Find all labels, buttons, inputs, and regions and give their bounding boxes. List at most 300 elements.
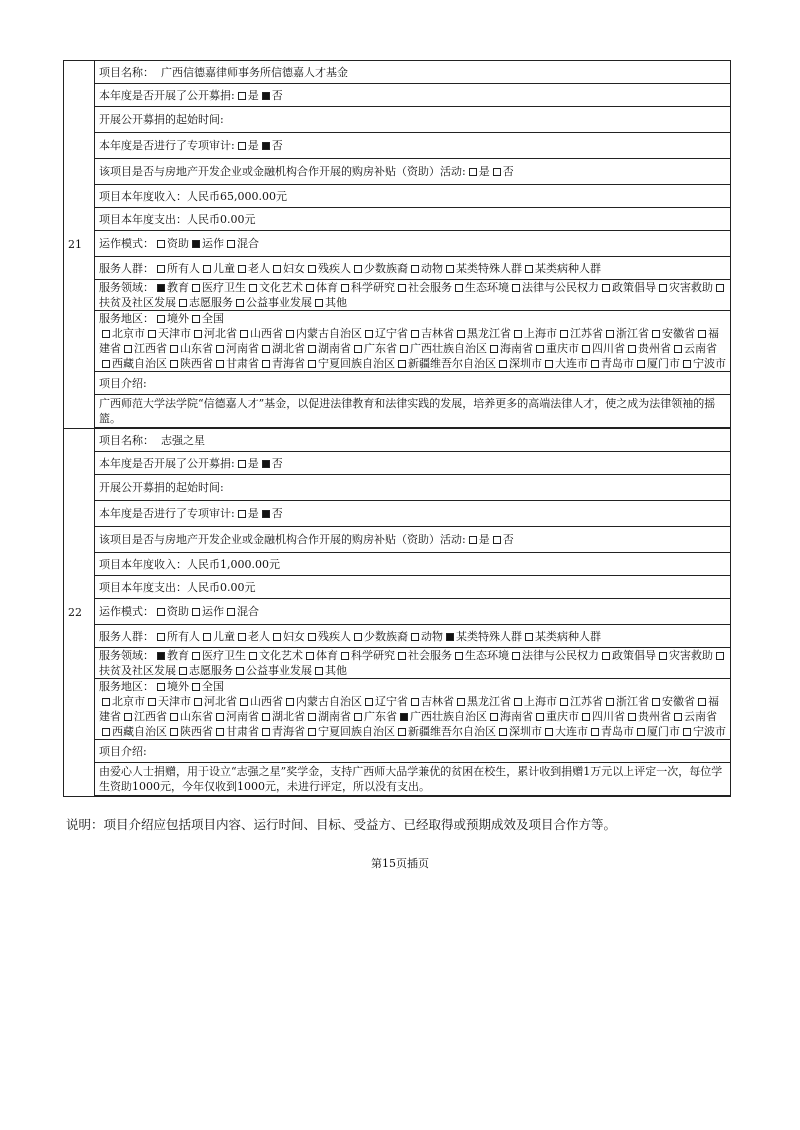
expense-value: 人民币0.00元 — [187, 212, 256, 226]
mode-option-checkbox[interactable] — [157, 240, 165, 248]
mode-option-checkbox[interactable] — [227, 608, 235, 616]
region-option-checkbox[interactable] — [637, 360, 645, 368]
region-option-checkbox[interactable] — [560, 698, 568, 706]
region-option-checkbox[interactable] — [124, 345, 132, 353]
field-option-label: 其他 — [325, 664, 347, 677]
field-option-label: 科学研究 — [351, 649, 395, 662]
region-option-checkbox[interactable] — [398, 728, 406, 736]
region-option-checkbox[interactable] — [354, 713, 362, 721]
region-scope-option-label: 全国 — [202, 312, 224, 325]
crowd-option-checkbox[interactable] — [354, 265, 362, 273]
region-option-label: 厦门市 — [647, 725, 680, 738]
crowd-option-checkbox[interactable] — [273, 265, 281, 273]
region-option-checkbox[interactable] — [545, 360, 553, 368]
region-option-checkbox[interactable] — [216, 360, 224, 368]
region-option-label: 云南省 — [684, 342, 717, 355]
region-option-label: 吉林省 — [421, 327, 454, 340]
region-option-checkbox[interactable] — [308, 345, 316, 353]
crowd-option-checkbox[interactable] — [273, 633, 281, 641]
region-option-checkbox[interactable] — [628, 713, 636, 721]
field-option-label: 医疗卫生 — [202, 649, 246, 662]
crowd-option-checkbox[interactable] — [446, 265, 454, 273]
region-option-checkbox[interactable] — [582, 713, 590, 721]
field-option-label: 文化艺术 — [259, 281, 303, 294]
field-option-checkbox[interactable] — [192, 284, 200, 292]
region-option-label: 山东省 — [180, 342, 213, 355]
region-option-label: 辽宁省 — [375, 327, 408, 340]
region-option-label: 黑龙江省 — [467, 327, 511, 340]
region-option-label: 黑龙江省 — [467, 695, 511, 708]
fundraising-no-label: 否 — [271, 88, 283, 102]
field-option-label: 政策倡导 — [612, 649, 656, 662]
region-option-label: 大连市 — [555, 725, 588, 738]
fundraising-yes-label: 是 — [247, 456, 259, 470]
field-option-label: 医疗卫生 — [202, 281, 246, 294]
region-option-checkbox[interactable] — [102, 330, 110, 338]
region-option-checkbox[interactable] — [698, 698, 706, 706]
crowd-option-label: 某类病种人群 — [535, 629, 601, 643]
region-option-label: 甘肃省 — [226, 725, 259, 738]
audit-no-label: 否 — [271, 507, 283, 520]
region-option-label: 深圳市 — [509, 357, 542, 370]
region-option-checkbox[interactable] — [698, 330, 706, 338]
region-scope-option-label: 全国 — [202, 680, 224, 693]
audit-yes-label: 是 — [247, 507, 259, 520]
field-option-label: 公益事业发展 — [246, 664, 312, 677]
region-option-label: 新疆维吾尔自治区 — [408, 725, 496, 738]
region-option-checkbox[interactable] — [262, 713, 270, 721]
crowd-option-label: 残疾人 — [318, 261, 351, 275]
region-scope-option-checkbox[interactable] — [157, 683, 165, 691]
field-option-checkbox[interactable] — [341, 652, 349, 660]
region-option-label: 内蒙古自治区 — [296, 327, 362, 340]
crowd-option-label: 少数族裔 — [364, 261, 408, 275]
region-option-checkbox[interactable] — [102, 698, 110, 706]
housing-yes-label: 是 — [478, 165, 490, 178]
field-option-label: 教育 — [167, 281, 189, 294]
region-option-checkbox[interactable] — [354, 345, 362, 353]
crowd-option-label: 某类特殊人群 — [456, 261, 522, 275]
region-option-label: 内蒙古自治区 — [296, 695, 362, 708]
field-option-checkbox[interactable] — [341, 284, 349, 292]
crowd-option-label: 残疾人 — [318, 629, 351, 643]
region-option-label: 天津市 — [158, 695, 191, 708]
project-name-label: 项目名称： — [99, 65, 154, 79]
region-option-checkbox[interactable] — [411, 698, 419, 706]
housing-yes-checkbox[interactable] — [469, 536, 477, 544]
region-option-label: 山西省 — [250, 695, 283, 708]
region-option-label: 浙江省 — [616, 327, 649, 340]
region-option-label: 西藏自治区 — [112, 725, 167, 738]
housing-no-label: 否 — [502, 165, 514, 178]
field-option-label: 志愿服务 — [189, 296, 233, 309]
region-option-label: 湖北省 — [272, 710, 305, 723]
region-option-checkbox[interactable] — [262, 728, 270, 736]
region-option-checkbox[interactable] — [170, 345, 178, 353]
region-option-label: 宁夏回族自治区 — [318, 357, 395, 370]
region-scope-option-checkbox[interactable] — [192, 683, 200, 691]
region-option-checkbox[interactable] — [683, 728, 691, 736]
fundraising-no-checkbox[interactable] — [262, 460, 270, 468]
field-option-checkbox[interactable] — [398, 284, 406, 292]
field-option-label: 体育 — [316, 649, 338, 662]
audit-yes-label: 是 — [247, 139, 259, 152]
region-option-label: 江苏省 — [570, 327, 603, 340]
region-option-label: 广东省 — [364, 710, 397, 723]
region-option-label: 上海市 — [524, 695, 557, 708]
region-option-label: 西藏自治区 — [112, 357, 167, 370]
region-option-checkbox[interactable] — [170, 360, 178, 368]
intro-label: 项目介绍: — [99, 376, 147, 390]
field-option-checkbox[interactable] — [716, 652, 724, 660]
region-scope-option-checkbox[interactable] — [192, 315, 200, 323]
audit-yes-checkbox[interactable] — [238, 142, 246, 150]
mode-label: 运作模式： — [99, 237, 154, 250]
mode-option-label: 运作 — [202, 237, 224, 250]
field-option-label: 政策倡导 — [612, 281, 656, 294]
intro-label: 项目介绍: — [99, 744, 147, 758]
income-label: 项目本年度收入： — [99, 557, 187, 571]
mode-option-checkbox[interactable] — [227, 240, 235, 248]
region-option-label: 浙江省 — [616, 695, 649, 708]
region-option-checkbox[interactable] — [216, 345, 224, 353]
field-option-checkbox[interactable] — [602, 652, 610, 660]
crowd-option-checkbox[interactable] — [238, 633, 246, 641]
region-option-checkbox[interactable] — [286, 330, 294, 338]
region-option-checkbox[interactable] — [499, 728, 507, 736]
region-option-label: 湖南省 — [318, 710, 351, 723]
region-scope-option-label: 境外 — [167, 680, 189, 693]
region-option-label: 陕西省 — [180, 357, 213, 370]
region-option-label: 重庆市 — [546, 710, 579, 723]
field-option-label: 灾害救助 — [669, 281, 713, 294]
field-option-checkbox[interactable] — [249, 284, 257, 292]
field-option-checkbox[interactable] — [306, 652, 314, 660]
region-option-checkbox[interactable] — [457, 698, 465, 706]
crowd-label: 服务人群： — [99, 261, 154, 275]
region-option-label: 江西省 — [134, 342, 167, 355]
region-option-label: 安徽省 — [662, 695, 695, 708]
region-option-label: 四川省 — [592, 710, 625, 723]
field-option-checkbox[interactable] — [315, 299, 323, 307]
expense-label: 项目本年度支出： — [99, 212, 187, 226]
crowd-option-checkbox[interactable] — [525, 633, 533, 641]
region-option-label: 天津市 — [158, 327, 191, 340]
region-scope-option-checkbox[interactable] — [157, 315, 165, 323]
region-option-label: 青岛市 — [601, 357, 634, 370]
crowd-option-checkbox[interactable] — [238, 265, 246, 273]
fundraising-label: 本年度是否开展了公开募捐: — [99, 456, 235, 470]
region-option-label: 贵州省 — [638, 710, 671, 723]
region-option-checkbox[interactable] — [170, 728, 178, 736]
crowd-option-label: 老人 — [248, 629, 270, 643]
region-option-checkbox[interactable] — [652, 330, 660, 338]
mode-option-checkbox[interactable] — [192, 240, 200, 248]
region-option-label: 北京市 — [112, 695, 145, 708]
crowd-option-checkbox[interactable] — [446, 633, 454, 641]
region-option-checkbox[interactable] — [216, 713, 224, 721]
region-option-checkbox[interactable] — [560, 330, 568, 338]
region-option-checkbox[interactable] — [674, 345, 682, 353]
crowd-option-checkbox[interactable] — [354, 633, 362, 641]
region-option-checkbox[interactable] — [148, 698, 156, 706]
field-option-checkbox[interactable] — [157, 284, 165, 292]
region-option-checkbox[interactable] — [308, 360, 316, 368]
expense-value: 人民币0.00元 — [187, 580, 256, 594]
region-option-checkbox[interactable] — [398, 360, 406, 368]
region-option-checkbox[interactable] — [102, 360, 110, 368]
housing-no-checkbox[interactable] — [493, 168, 501, 176]
region-option-checkbox[interactable] — [591, 360, 599, 368]
field-option-label: 公益事业发展 — [246, 296, 312, 309]
audit-no-checkbox[interactable] — [262, 510, 270, 518]
crowd-option-checkbox[interactable] — [157, 265, 165, 273]
region-option-checkbox[interactable] — [628, 345, 636, 353]
audit-yes-checkbox[interactable] — [238, 510, 246, 518]
region-option-label: 陕西省 — [180, 725, 213, 738]
fundraising-yes-label: 是 — [247, 88, 259, 102]
field-option-checkbox[interactable] — [455, 652, 463, 660]
crowd-option-checkbox[interactable] — [411, 265, 419, 273]
region-option-label: 宁波市 — [693, 357, 726, 370]
crowd-option-checkbox[interactable] — [308, 265, 316, 273]
field-option-checkbox[interactable] — [157, 652, 165, 660]
region-option-checkbox[interactable] — [124, 713, 132, 721]
region-option-checkbox[interactable] — [400, 345, 408, 353]
field-option-checkbox[interactable] — [659, 284, 667, 292]
region-option-label: 江西省 — [134, 710, 167, 723]
mode-option-label: 混合 — [237, 605, 259, 618]
crowd-option-label: 少数族裔 — [364, 629, 408, 643]
field-option-label: 志愿服务 — [189, 664, 233, 677]
region-option-checkbox[interactable] — [102, 728, 110, 736]
region-option-checkbox[interactable] — [194, 330, 202, 338]
region-option-checkbox[interactable] — [400, 713, 408, 721]
field-option-checkbox[interactable] — [455, 284, 463, 292]
region-option-checkbox[interactable] — [308, 728, 316, 736]
crowd-option-label: 老人 — [248, 261, 270, 275]
region-option-checkbox[interactable] — [652, 698, 660, 706]
footnote: 说明：项目介绍应包括项目内容、运行时间、目标、受益方、已经取得或预期成效及项目合作方等。 — [66, 817, 617, 832]
field-option-checkbox[interactable] — [512, 652, 520, 660]
field-option-checkbox[interactable] — [398, 652, 406, 660]
region-option-checkbox[interactable] — [411, 330, 419, 338]
region-option-label: 湖北省 — [272, 342, 305, 355]
mode-label: 运作模式： — [99, 605, 154, 618]
field-option-label: 科学研究 — [351, 281, 395, 294]
region-option-checkbox[interactable] — [262, 360, 270, 368]
region-option-checkbox[interactable] — [365, 330, 373, 338]
project-number: 21 — [64, 61, 95, 429]
region-option-checkbox[interactable] — [545, 728, 553, 736]
audit-label: 本年度是否进行了专项审计: — [99, 507, 235, 520]
region-option-label: 北京市 — [112, 327, 145, 340]
region-option-checkbox[interactable] — [170, 713, 178, 721]
crowd-option-label: 某类病种人群 — [535, 261, 601, 275]
project-name: 志强之星 — [161, 433, 205, 447]
region-option-label: 安徽省 — [662, 327, 695, 340]
field-option-checkbox[interactable] — [236, 299, 244, 307]
crowd-option-label: 妇女 — [283, 261, 305, 275]
region-option-label: 海南省 — [500, 710, 533, 723]
region-label: 服务地区： — [99, 312, 154, 325]
mode-option-label: 资助 — [167, 237, 189, 250]
region-option-checkbox[interactable] — [240, 698, 248, 706]
crowd-option-checkbox[interactable] — [203, 265, 211, 273]
housing-subsidy-label: 该项目是否与房地产开发企业或金融机构合作开展的购房补贴（资助）活动: — [99, 533, 466, 546]
project-number: 22 — [64, 429, 95, 797]
region-option-checkbox[interactable] — [637, 728, 645, 736]
region-option-label: 山西省 — [250, 327, 283, 340]
region-option-label: 河北省 — [204, 695, 237, 708]
crowd-option-checkbox[interactable] — [411, 633, 419, 641]
field-option-label: 法律与公民权力 — [522, 649, 599, 662]
intro-text: 由爱心人士捐赠，用于设立“志强之星”奖学金，支持广西师大品学兼优的贫困在校生，累计收到捐赠1万元以上评定一次，每位学生资助1000元，今年仅收到1000元，未进行评定，所以没有支出。 — [99, 765, 723, 793]
start-time-label: 开展公开募捐的起始时间: — [99, 481, 224, 494]
region-option-label: 福建省 — [99, 695, 719, 723]
crowd-label: 服务人群： — [99, 629, 154, 643]
mode-option-label: 混合 — [237, 237, 259, 250]
field-option-label: 生态环境 — [465, 281, 509, 294]
crowd-option-label: 儿童 — [213, 261, 235, 275]
field-option-checkbox[interactable] — [716, 284, 724, 292]
region-option-checkbox[interactable] — [499, 360, 507, 368]
field-option-label: 其他 — [325, 296, 347, 309]
region-option-checkbox[interactable] — [606, 698, 614, 706]
intro-text: 广西师范大学法学院“信德嘉人才”基金，以促进法律教育和法律实践的发展，培养更多的高端法律人才，使之成为法律领袖的摇篮。 — [99, 397, 716, 425]
field-option-checkbox[interactable] — [306, 284, 314, 292]
crowd-option-checkbox[interactable] — [203, 633, 211, 641]
region-option-label: 宁夏回族自治区 — [318, 725, 395, 738]
crowd-option-label: 动物 — [421, 629, 443, 643]
crowd-option-label: 某类特殊人群 — [456, 629, 522, 643]
region-option-label: 厦门市 — [647, 357, 680, 370]
crowd-option-label: 所有人 — [167, 629, 200, 643]
crowd-option-checkbox[interactable] — [308, 633, 316, 641]
field-option-checkbox[interactable] — [659, 652, 667, 660]
region-option-checkbox[interactable] — [514, 698, 522, 706]
region-option-checkbox[interactable] — [308, 713, 316, 721]
region-option-checkbox[interactable] — [536, 345, 544, 353]
region-option-label: 新疆维吾尔自治区 — [408, 357, 496, 370]
audit-no-checkbox[interactable] — [262, 142, 270, 150]
region-option-label: 山东省 — [180, 710, 213, 723]
field-option-checkbox[interactable] — [249, 652, 257, 660]
mode-option-label: 资助 — [167, 605, 189, 618]
field-option-checkbox[interactable] — [179, 299, 187, 307]
region-option-label: 青岛市 — [601, 725, 634, 738]
field-label: 服务领域： — [99, 649, 154, 662]
region-option-checkbox[interactable] — [457, 330, 465, 338]
fundraising-no-label: 否 — [271, 456, 283, 470]
field-option-label: 生态环境 — [465, 649, 509, 662]
field-option-checkbox[interactable] — [179, 667, 187, 675]
region-option-checkbox[interactable] — [286, 698, 294, 706]
region-option-label: 广西壮族自治区 — [410, 342, 487, 355]
region-option-label: 甘肃省 — [226, 357, 259, 370]
field-option-checkbox[interactable] — [602, 284, 610, 292]
region-option-label: 海南省 — [500, 342, 533, 355]
housing-subsidy-label: 该项目是否与房地产开发企业或金融机构合作开展的购房补贴（资助）活动: — [99, 165, 466, 178]
region-option-label: 青海省 — [272, 357, 305, 370]
region-option-checkbox[interactable] — [490, 345, 498, 353]
crowd-option-label: 妇女 — [283, 629, 305, 643]
region-option-checkbox[interactable] — [536, 713, 544, 721]
expense-label: 项目本年度支出： — [99, 580, 187, 594]
region-option-label: 贵州省 — [638, 342, 671, 355]
region-option-label: 广东省 — [364, 342, 397, 355]
region-option-checkbox[interactable] — [591, 728, 599, 736]
crowd-option-label: 所有人 — [167, 261, 200, 275]
field-label: 服务领域： — [99, 281, 154, 294]
region-option-label: 福建省 — [99, 327, 719, 355]
project-form-table — [63, 60, 731, 797]
region-option-label: 湖南省 — [318, 342, 351, 355]
mode-option-checkbox[interactable] — [192, 608, 200, 616]
field-option-checkbox[interactable] — [315, 667, 323, 675]
housing-no-checkbox[interactable] — [493, 536, 501, 544]
region-option-checkbox[interactable] — [216, 728, 224, 736]
field-option-label: 体育 — [316, 281, 338, 294]
region-option-label: 上海市 — [524, 327, 557, 340]
region-option-label: 青海省 — [272, 725, 305, 738]
region-option-checkbox[interactable] — [606, 330, 614, 338]
region-option-checkbox[interactable] — [582, 345, 590, 353]
region-option-checkbox[interactable] — [683, 360, 691, 368]
field-option-label: 文化艺术 — [259, 649, 303, 662]
start-time-label: 开展公开募捐的起始时间: — [99, 113, 224, 126]
field-option-label: 社会服务 — [408, 281, 452, 294]
field-option-label: 教育 — [167, 649, 189, 662]
region-option-label: 吉林省 — [421, 695, 454, 708]
field-option-checkbox[interactable] — [512, 284, 520, 292]
fundraising-yes-checkbox[interactable] — [238, 92, 246, 100]
region-option-checkbox[interactable] — [365, 698, 373, 706]
crowd-option-checkbox[interactable] — [525, 265, 533, 273]
income-value: 人民币1,000.00元 — [187, 557, 280, 571]
fundraising-yes-checkbox[interactable] — [238, 460, 246, 468]
field-option-checkbox[interactable] — [192, 652, 200, 660]
region-option-label: 河北省 — [204, 327, 237, 340]
region-label: 服务地区： — [99, 680, 154, 693]
region-option-label: 宁波市 — [693, 725, 726, 738]
region-option-checkbox[interactable] — [490, 713, 498, 721]
fundraising-no-checkbox[interactable] — [262, 92, 270, 100]
housing-no-label: 否 — [502, 533, 514, 546]
region-option-checkbox[interactable] — [262, 345, 270, 353]
crowd-option-label: 动物 — [421, 261, 443, 275]
region-option-checkbox[interactable] — [194, 698, 202, 706]
region-option-label: 河南省 — [226, 342, 259, 355]
field-option-label: 扶贫及社区发展 — [99, 664, 176, 677]
housing-yes-checkbox[interactable] — [469, 168, 477, 176]
project-name: 广西信德嘉律师事务所信德嘉人才基金 — [161, 65, 348, 79]
mode-option-checkbox[interactable] — [157, 608, 165, 616]
region-option-label: 江苏省 — [570, 695, 603, 708]
income-value: 人民币65,000.00元 — [187, 189, 287, 203]
region-option-label: 河南省 — [226, 710, 259, 723]
crowd-option-label: 儿童 — [213, 629, 235, 643]
field-option-label: 扶贫及社区发展 — [99, 296, 176, 309]
housing-yes-label: 是 — [478, 533, 490, 546]
region-option-checkbox[interactable] — [514, 330, 522, 338]
field-option-checkbox[interactable] — [236, 667, 244, 675]
region-option-checkbox[interactable] — [148, 330, 156, 338]
region-option-checkbox[interactable] — [240, 330, 248, 338]
region-option-checkbox[interactable] — [674, 713, 682, 721]
mode-option-label: 运作 — [202, 605, 224, 618]
crowd-option-checkbox[interactable] — [157, 633, 165, 641]
